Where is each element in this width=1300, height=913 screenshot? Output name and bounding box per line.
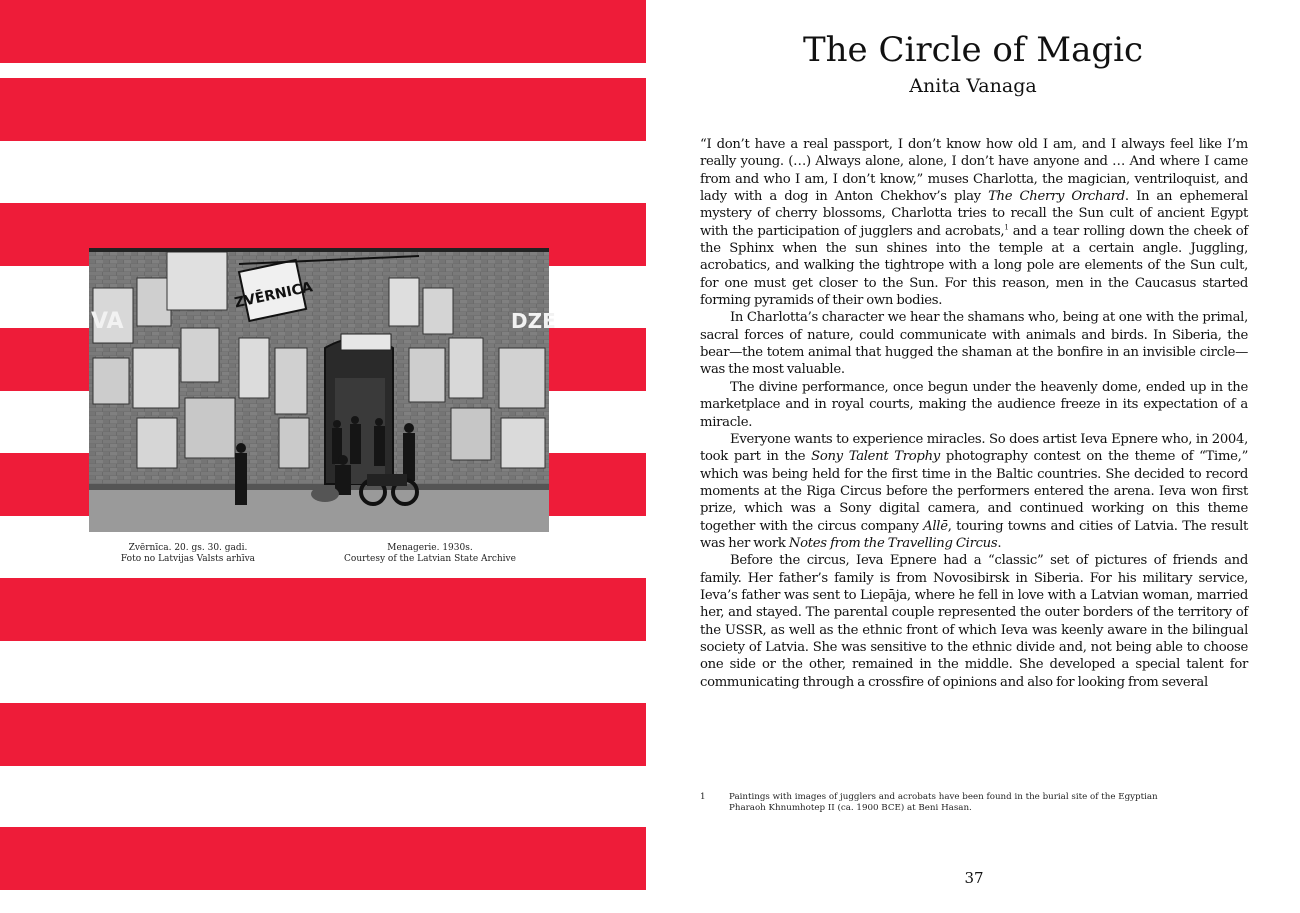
left-page	[0, 0, 646, 890]
article-author: Anita Vanaga	[909, 75, 1037, 97]
paragraph-1-text-b: . In an ephemeral mystery of cherry blossoms, Charlotta tries to recall the Sun cult of ancient Egypt with the participation of jugglers and acrobats,	[700, 189, 1248, 239]
caption-english	[315, 543, 545, 565]
paragraph-4-text-c: , touring towns and cities of Latvia. The result was her work	[700, 518, 1249, 551]
photo-of-menagerie-building-icon	[89, 248, 556, 532]
menagerie-photo	[89, 248, 556, 532]
caption-en-line2: Courtesy of the Latvian State Archive	[344, 554, 516, 564]
article-title: The Circle of Magic	[802, 30, 1144, 70]
photo-sign-text: ZVĒRNICA	[233, 279, 315, 312]
red-stripe	[0, 578, 646, 641]
red-stripe	[0, 827, 646, 890]
page-number: 37	[964, 869, 984, 887]
caption-latvian	[73, 543, 303, 565]
paragraph-1	[700, 136, 1248, 309]
footnote-reference[interactable]: 1	[1004, 223, 1009, 232]
paragraph-4-text-a: Everyone wants to experience miracles. So does artist Ieva Epnere who, in 2004, took part in the	[700, 431, 1248, 465]
red-stripe	[0, 703, 646, 766]
footnote-text: Paintings with images of jugglers and acrobats have been found in the burial site of the Egyptian Pharaoh Khnumhotep II (ca. 1900 BCE) at Beni Hasan.	[729, 792, 1158, 813]
paragraph-5: Before the circus, Ieva Epnere had a “classic” set of pictures of friends and family. Her father’s family is from Novosibirsk in Siberia. For his military service, Ieva’s father was sent to Liepāja, where he fell in love with a Latvian woman, married her, and stayed. The parental couple represented the outer borders of the territory of the USSR, as well as the ethnic front of which Ieva was keenly aware in the bilingual society of Latvia. She was sensitive to the ethnic divide and, not being able to choose one side or the other, remained in the middle. She developed a special talent for communicating through a crossfire of opinions and also for looking from several	[700, 553, 1248, 690]
photo-side-text-right: DZE	[511, 309, 556, 333]
paragraph-4	[700, 431, 1248, 552]
work-title: Notes from the Travelling Circus	[788, 535, 998, 551]
paragraph-1-text-c: and a tear rolling down the cheek of the Sphinx when the sun shines into the temple at a certain angle. Juggling, acrobatics, and walking the tightrope with a long pole are elements of the Sun cult, for one must get closer to the Sun. For this reason, men in the Caucasus started forming pyramids of their own bodies.	[700, 223, 1248, 309]
footnote-number: 1	[700, 792, 706, 802]
paragraph-1-text-a: “I don’t have a real passport, I don’t know how old I am, and I always feel like I’m really young. (…) Always alone, alone, I don’t have anyone and … And where I came from and who I am, I don’t know,” muses Charlotta, the magician, ventriloquist, and lady with a dog in Anton Chekhov’s play	[700, 137, 1248, 205]
contest-name: Sony Talent Trophy	[811, 449, 940, 465]
red-stripe	[0, 0, 646, 63]
circus-company-name: Allē	[923, 518, 948, 534]
caption-lv-line1: Zvērnīca. 20. gs. 30. gadi.	[128, 543, 248, 553]
paragraph-4-text-b: photography contest on the theme of “Time,” which was being held for the first time in the Baltic countries. She decided to record moments at the Riga Circus before the performers entered the arena. Ieva won first prize, which was a Sony digital camera, and continued working on this theme together with the circus company	[700, 449, 1249, 534]
red-stripe	[0, 78, 646, 141]
article-body	[700, 136, 1248, 691]
right-page	[646, 0, 1292, 913]
paragraph-2: In Charlotta’s character we hear the shamans who, being at one with the primal, sacral forces of nature, could communicate with animals and birds. In Siberia, the bear—the totem animal that hugged the shaman at the bonfire in an invisible circle—was the most valuable.	[700, 310, 1248, 378]
paragraph-4-text-d: .	[997, 535, 1002, 551]
photo-side-text-left: VA	[91, 309, 124, 334]
caption-lv-line2: Foto no Latvijas Valsts arhīva	[120, 554, 256, 564]
caption-en-line1: Menagerie. 1930s.	[387, 543, 473, 553]
paragraph-3: The divine performance, once begun under the heavenly dome, ended up in the marketplace and in royal courts, making the audience freeze in its expectation of a miracle.	[700, 379, 1248, 430]
play-title: The Cherry Orchard	[988, 189, 1125, 205]
